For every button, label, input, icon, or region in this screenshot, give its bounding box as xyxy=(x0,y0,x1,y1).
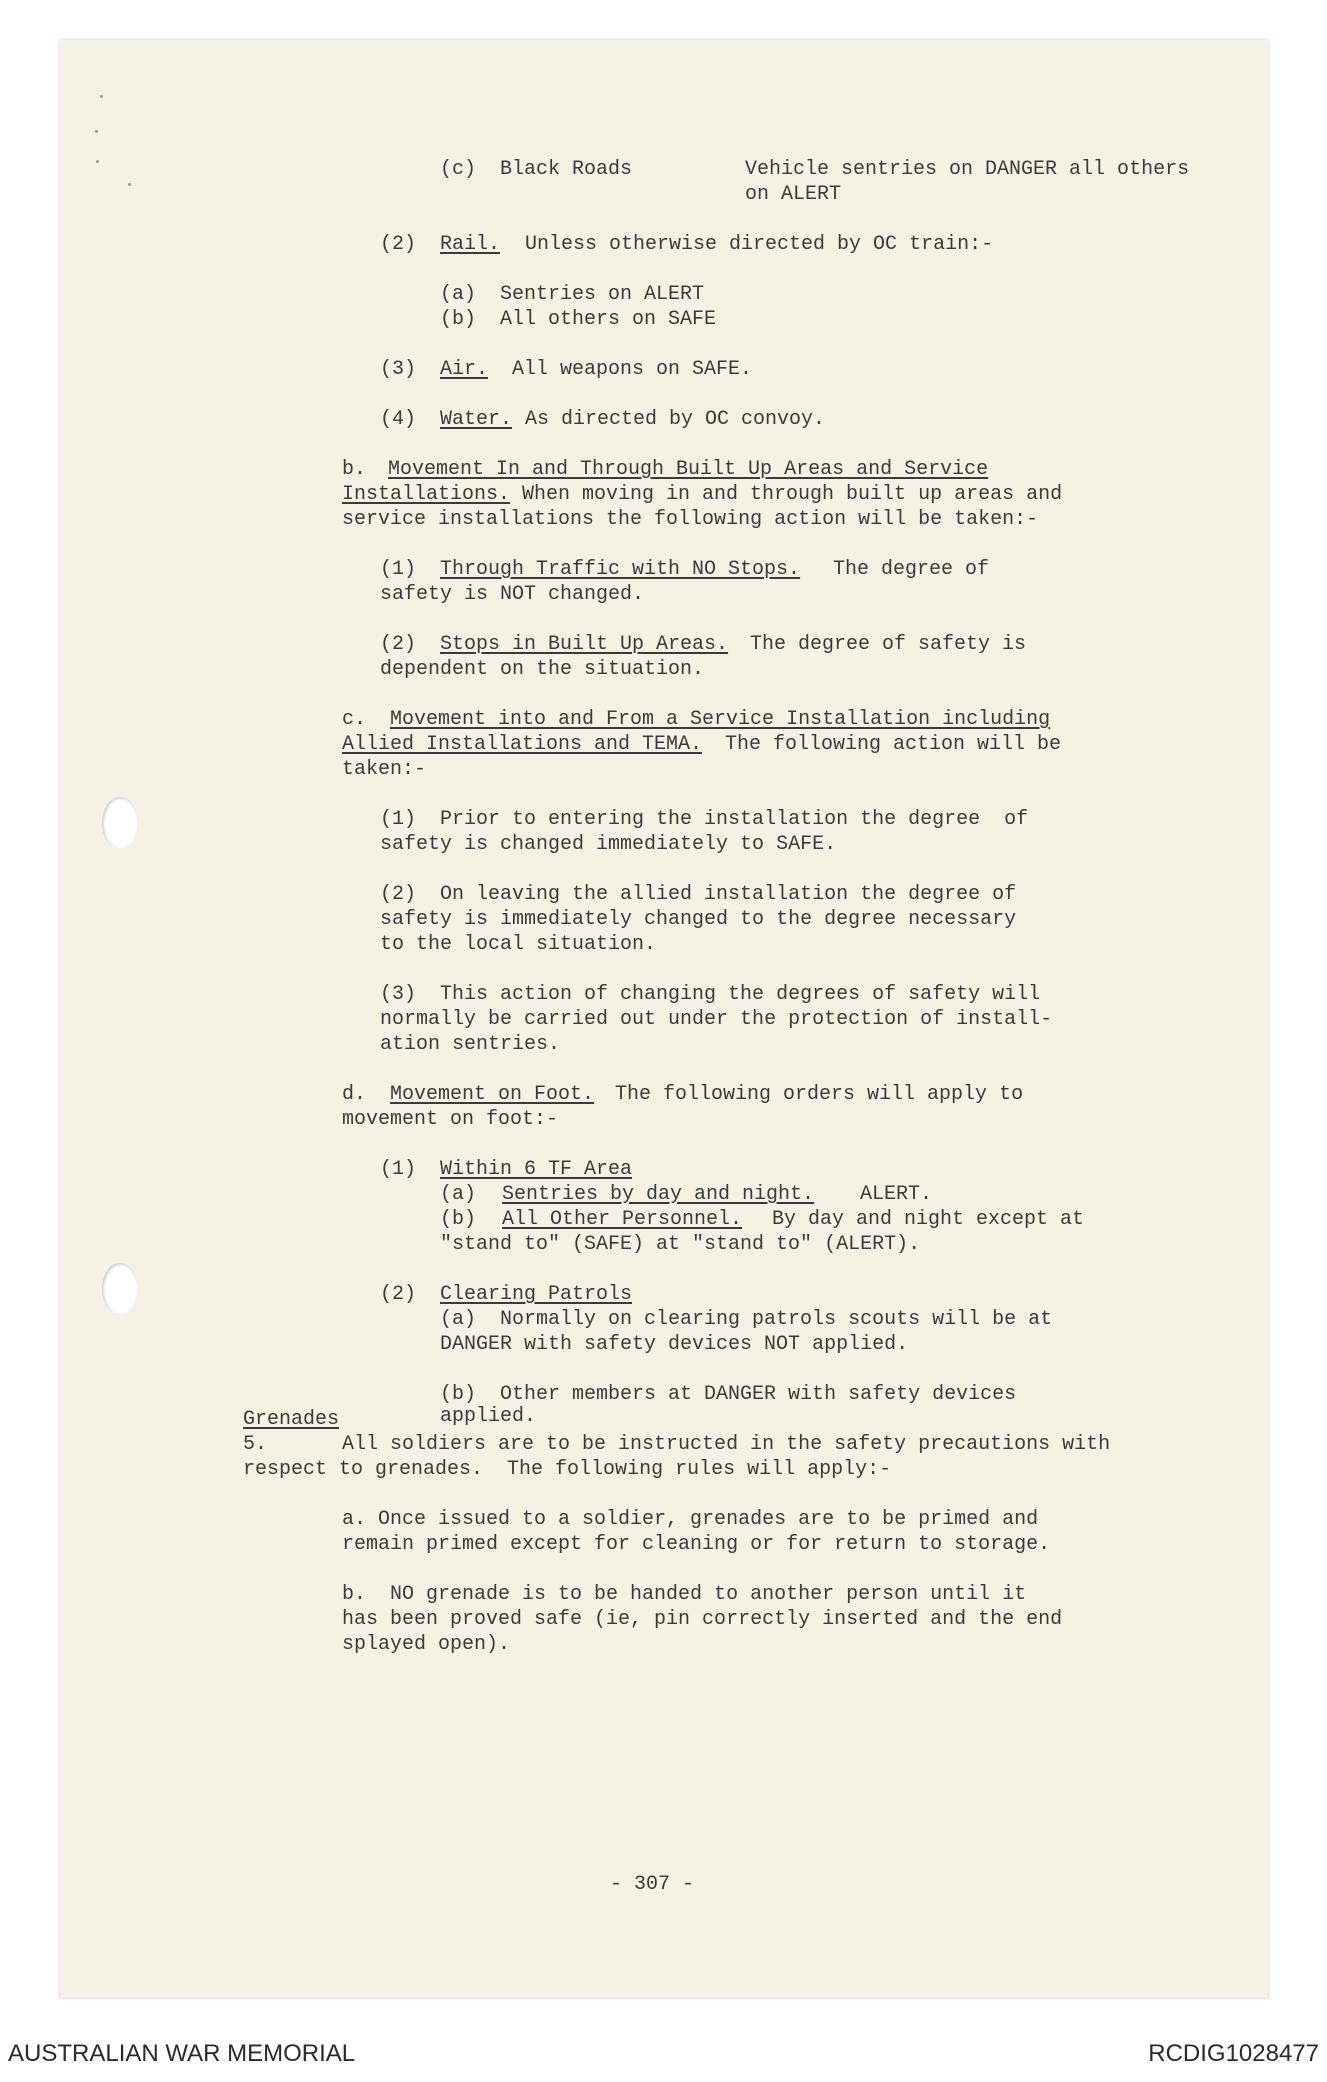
grenade-rule-b: b. NO grenade is to be handed to another person until it xyxy=(342,1583,1027,1606)
d1-number: (1) xyxy=(380,1158,417,1181)
d2a-text: (a) Normally on clearing patrols scouts will be at xyxy=(440,1308,1053,1331)
footer-source: AUSTRALIAN WAR MEMORIAL xyxy=(8,2040,356,2067)
air-text: All weapons on SAFE. xyxy=(512,358,753,381)
d2b-text: (b) Other members at DANGER with safety devices xyxy=(440,1383,1017,1406)
c2-text: safety is immediately changed to the degree necessary xyxy=(380,908,1017,931)
para-c-text: taken:- xyxy=(342,758,427,781)
d2a-text: DANGER with safety devices NOT applied. xyxy=(440,1333,909,1356)
paper-mark xyxy=(128,183,131,186)
c3-text: ation sentries. xyxy=(380,1033,561,1056)
grenade-rule-b: has been proved safe (ie, pin correctly inserted and the end xyxy=(342,1608,1063,1631)
d1b-text: By day and night except at xyxy=(772,1208,1085,1231)
item-c-desc: on ALERT xyxy=(745,183,842,206)
para-5-text: respect to grenades. The following rules will apply:- xyxy=(243,1458,892,1481)
para-5-number: 5. xyxy=(243,1433,268,1456)
water-text: As directed by OC convoy. xyxy=(525,408,826,431)
d1-heading: Within 6 TF Area xyxy=(440,1158,633,1181)
c1-text: (1) Prior to entering the installation the degree of xyxy=(380,808,1029,831)
water-heading: Water. xyxy=(440,408,513,431)
page-number: - 307 - xyxy=(610,1873,695,1896)
b2-number: (2) xyxy=(380,633,417,656)
rail-text: Unless otherwise directed by OC train:- xyxy=(525,233,994,256)
d1b-label: (b) xyxy=(440,1208,477,1231)
d2-number: (2) xyxy=(380,1283,417,1306)
para-d-text: movement on foot:- xyxy=(342,1108,559,1131)
b1-text: The degree of xyxy=(833,558,990,581)
para-b-label: b. xyxy=(342,458,367,481)
para-d-text: The following orders will apply to xyxy=(615,1083,1024,1106)
b2-heading: Stops in Built Up Areas. xyxy=(440,633,729,656)
b2-text: The degree of safety is xyxy=(750,633,1027,656)
c2-text: to the local situation. xyxy=(380,933,657,956)
b2-text: dependent on the situation. xyxy=(380,658,705,681)
d1a-text: ALERT. xyxy=(860,1183,933,1206)
grenade-rule-a: a. Once issued to a soldier, grenades are to be primed and xyxy=(342,1508,1039,1531)
paper-mark xyxy=(95,130,98,133)
d2-heading: Clearing Patrols xyxy=(440,1283,633,1306)
b1-text: safety is NOT changed. xyxy=(380,583,645,606)
air-heading: Air. xyxy=(440,358,489,381)
para-b-text: service installations the following action will be taken:- xyxy=(342,508,1039,531)
para-b-text: When moving in and through built up areas and xyxy=(522,483,1063,506)
d1b-heading: All Other Personnel. xyxy=(502,1208,743,1231)
item-c-desc: Vehicle sentries on DANGER all others xyxy=(745,158,1190,181)
rail-heading: Rail. xyxy=(440,233,501,256)
para-b-heading: Movement In and Through Built Up Areas and Service xyxy=(388,458,989,481)
grenade-rule-b: splayed open). xyxy=(342,1633,511,1656)
b1-number: (1) xyxy=(380,558,417,581)
d1a-label: (a) xyxy=(440,1183,477,1206)
para-c-label: c. xyxy=(342,708,367,731)
rail-number: (2) xyxy=(380,233,417,256)
para-5-text: All soldiers are to be instructed in the safety precautions with xyxy=(342,1433,1111,1456)
punch-hole xyxy=(102,797,138,849)
d1b-text: "stand to" (SAFE) at "stand to" (ALERT). xyxy=(440,1233,921,1256)
c2-text: (2) On leaving the allied installation the degree of xyxy=(380,883,1017,906)
water-number: (4) xyxy=(380,408,417,431)
b1-heading: Through Traffic with NO Stops. xyxy=(440,558,801,581)
item-c-label: (c) xyxy=(440,158,477,181)
para-c-heading: Allied Installations and TEMA. xyxy=(342,733,703,756)
footer-id: RCDIG1028477 xyxy=(1148,2040,1319,2067)
para-b-heading: Installations. xyxy=(342,483,511,506)
d1a-heading: Sentries by day and night. xyxy=(502,1183,815,1206)
rail-item-b: (b) All others on SAFE xyxy=(440,308,717,331)
c1-text: safety is changed immediately to SAFE. xyxy=(380,833,837,856)
para-c-text: The following action will be xyxy=(725,733,1062,756)
d2b-text: applied. xyxy=(440,1405,537,1428)
air-number: (3) xyxy=(380,358,417,381)
para-c-heading: Movement into and From a Service Installation including xyxy=(390,708,1051,731)
grenades-heading: Grenades xyxy=(243,1408,340,1431)
grenade-rule-a: remain primed except for cleaning or for return to storage. xyxy=(342,1533,1051,1556)
punch-hole xyxy=(102,1263,138,1315)
para-d-label: d. xyxy=(342,1083,367,1106)
rail-item-a: (a) Sentries on ALERT xyxy=(440,283,705,306)
para-d-heading: Movement on Foot. xyxy=(390,1083,595,1106)
c3-text: normally be carried out under the protection of install- xyxy=(380,1008,1053,1031)
paper-mark xyxy=(100,95,103,98)
item-c-title: Black Roads xyxy=(500,158,633,181)
c3-text: (3) This action of changing the degrees of safety will xyxy=(380,983,1041,1006)
paper-mark xyxy=(96,160,99,163)
